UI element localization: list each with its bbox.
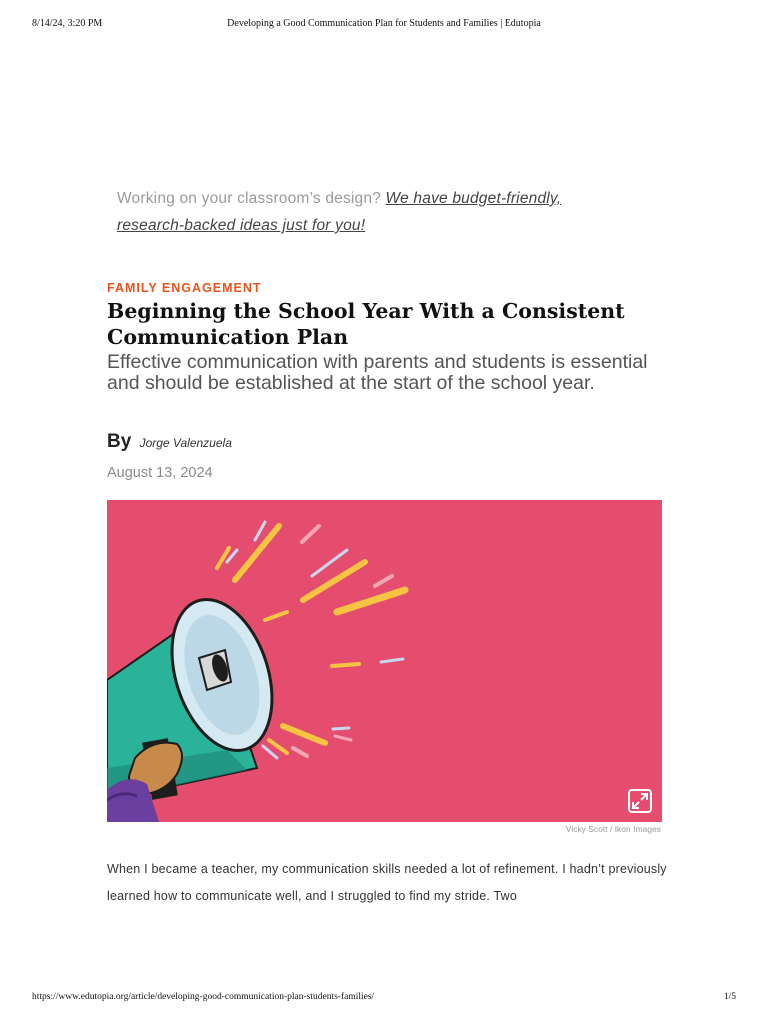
promo-lead: Working on your classroom’s design? xyxy=(117,190,382,207)
print-footer xyxy=(0,992,768,1006)
promo-link[interactable]: We have budget-friendly, research-backed ideas just for you! xyxy=(117,190,562,234)
expand-image-button[interactable] xyxy=(628,789,652,813)
expand-icon xyxy=(632,793,648,809)
article-deck: Effective communication with parents and students is essential and should be established at the start of the school year. xyxy=(107,351,648,394)
megaphone-illustration xyxy=(107,500,662,822)
byline xyxy=(107,431,232,453)
image-credit: Vicky Scott / Ikon Images xyxy=(565,824,661,834)
article-body-paragraph: When I became a teacher, my communication skills needed a lot of refinement. I hadn’t previously learned how to communicate well, and I struggled to find my stride. Two xyxy=(107,862,667,903)
author-name[interactable]: Jorge Valenzuela xyxy=(139,436,232,450)
print-header xyxy=(0,18,768,34)
publish-date: August 13, 2024 xyxy=(107,465,213,481)
hero-image xyxy=(107,500,662,822)
promo-banner xyxy=(117,185,617,239)
by-label: By xyxy=(107,431,132,452)
print-datetime: 8/14/24, 3:20 PM xyxy=(32,18,103,29)
print-url: https://www.edutopia.org/article/developing-good-communication-plan-students-families/ xyxy=(32,992,375,1002)
print-page-title: Developing a Good Communication Plan for Students and Families | Edutopia xyxy=(227,18,541,29)
print-page-number: 1/5 xyxy=(723,992,736,1002)
article-category[interactable]: FAMILY ENGAGEMENT xyxy=(107,281,262,295)
article-headline: Beginning the School Year With a Consistent Communication Plan xyxy=(107,299,625,349)
